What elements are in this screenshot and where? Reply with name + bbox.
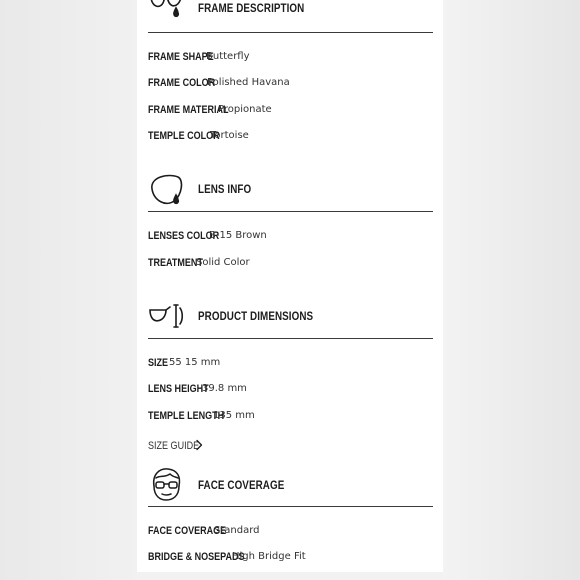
frame-description-header[interactable] — [148, 0, 433, 26]
spec-row-size — [148, 355, 221, 371]
size-guide-label: SIZE GUIDE — [148, 440, 200, 452]
spec-row-temple-color — [148, 128, 249, 144]
spec-value: Polished Havana — [207, 77, 290, 88]
spec-label: FRAME MATERIAL — [148, 104, 229, 116]
spec-label: BRIDGE & NOSEPADS — [148, 551, 245, 563]
spec-value: B-15 Brown — [209, 230, 267, 241]
face-coverage-divider — [148, 506, 433, 507]
frame-description-title: FRAME DESCRIPTION — [198, 1, 305, 15]
spec-label: FRAME COLOR — [148, 77, 216, 89]
spec-value: Tortoise — [210, 130, 249, 141]
spec-label: TEMPLE COLOR — [148, 130, 220, 142]
panel-bottom-edge — [137, 572, 443, 580]
spec-value: Standard — [214, 525, 260, 536]
spec-row-temple-length — [148, 408, 255, 424]
spec-label: TEMPLE LENGTH — [148, 410, 225, 422]
spec-row-lenses-color — [148, 228, 267, 244]
lens-info-header[interactable] — [148, 171, 433, 211]
spec-label: TREATMENT — [148, 257, 203, 269]
product-dimensions-header[interactable] — [148, 298, 433, 338]
spec-value: 55 15 mm — [169, 357, 221, 368]
product-dimensions-title: PRODUCT DIMENSIONS — [198, 309, 314, 323]
spec-label: FRAME SHAPE — [148, 51, 214, 63]
lens-info-title: LENS INFO — [198, 182, 252, 196]
spec-label: SIZE — [148, 357, 169, 369]
frame-description-divider — [148, 32, 433, 33]
lens-info-divider — [148, 211, 433, 212]
glasses-drop-icon — [148, 0, 184, 22]
face-coverage-title: FACE COVERAGE — [198, 478, 285, 492]
spec-label: LENS HEIGHT — [148, 383, 209, 395]
spec-label: FACE COVERAGE — [148, 525, 227, 537]
chevron-right-icon — [194, 436, 204, 448]
spec-row-bridge-nosepads — [148, 549, 306, 565]
glasses-measure-icon — [148, 298, 184, 334]
spec-value: High Bridge Fit — [232, 551, 306, 562]
spec-value: 135 mm — [213, 410, 255, 421]
face-glasses-icon — [148, 466, 184, 502]
background-right — [443, 0, 580, 580]
spec-value: Butterfly — [206, 51, 250, 62]
spec-row-lens-height — [148, 381, 247, 397]
face-coverage-header[interactable] — [148, 466, 433, 506]
spec-row-frame-color — [148, 75, 290, 91]
spec-value: 39.8 mm — [202, 383, 247, 394]
spec-row-frame-shape — [148, 49, 250, 65]
spec-row-frame-material — [148, 102, 272, 118]
spec-value: Solid Color — [196, 257, 250, 268]
background-left — [0, 0, 137, 580]
lens-drop-icon — [148, 171, 184, 207]
spec-row-face-coverage — [148, 523, 260, 539]
spec-label: LENSES COLOR — [148, 230, 220, 242]
spec-value: Propionate — [218, 104, 272, 115]
spec-row-treatment — [148, 255, 250, 271]
size-guide-link[interactable] — [148, 434, 210, 450]
product-dimensions-divider — [148, 338, 433, 339]
